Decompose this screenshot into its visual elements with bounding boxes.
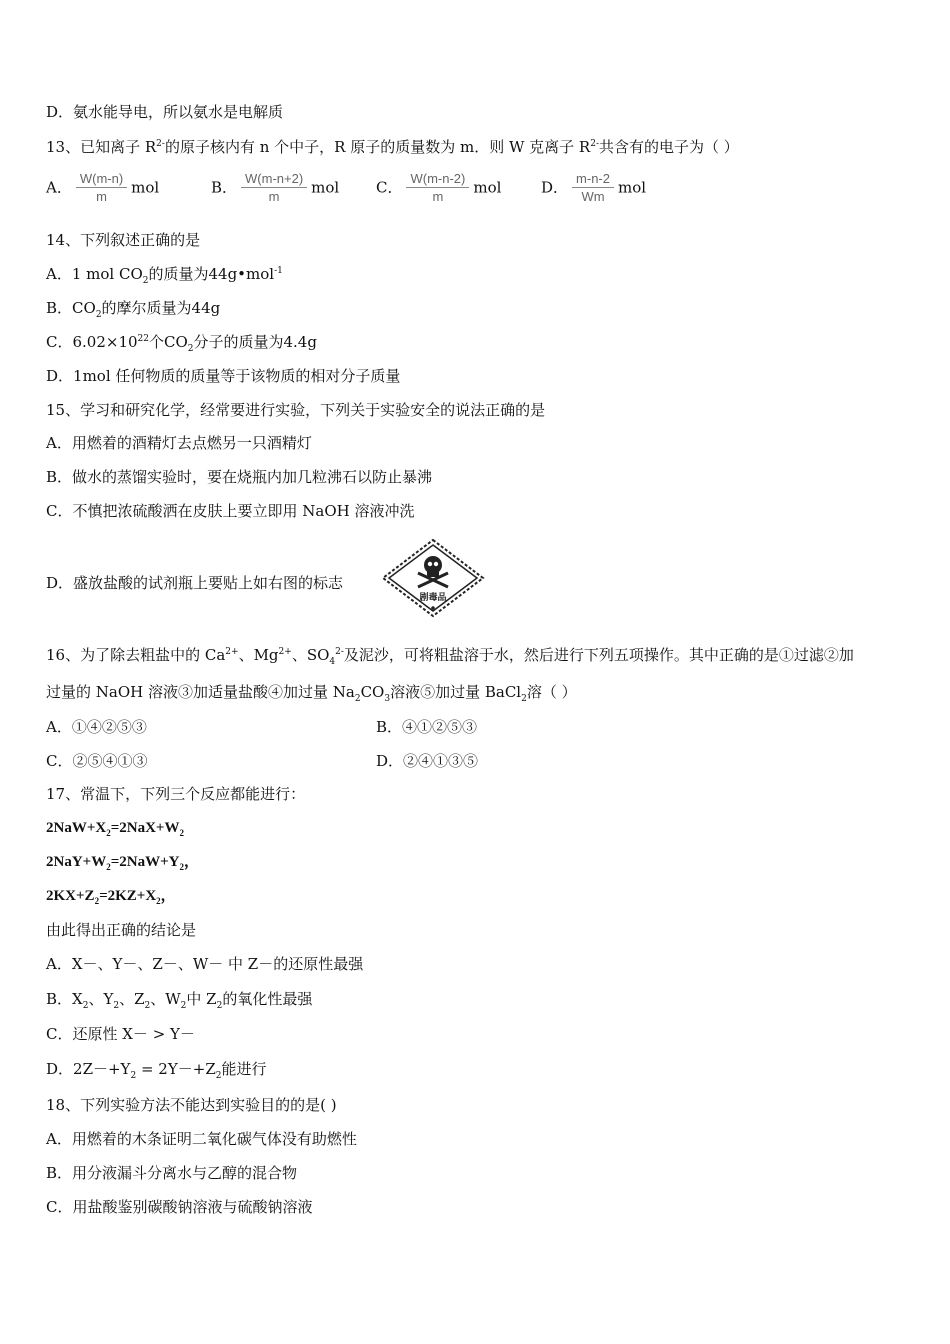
q15-stem: 15、学习和研究化学，经常要进行实验，下列关于实验安全的说法正确的是 bbox=[46, 401, 546, 419]
q16-stem-line1: 16、为了除去粗盐中的 $Ca^{2+}$、$Mg^{2+}$、$SO_4^{2-}$及泥沙，可将粗盐溶于水，然后进行下列五项操作。其中正确的是①过滤②加 bbox=[46, 646, 854, 667]
q14-option-d: D．1mol 任何物质的质量等于该物质的相对分子质量 bbox=[46, 367, 401, 385]
q13-stem: 13、已知离子 $R^{2-}$的原子核内有 n 个中子，R 原子的质量数为 m．则 W 克离子 $R^{2-}$共含有的电子为（ ） bbox=[46, 138, 739, 156]
q13-option-d: D． $\frac{m-n-2}{Wm}$ mol bbox=[541, 171, 647, 204]
q17-reaction-3: $2KX+Z_2=2KZ+X_2$， bbox=[46, 888, 176, 906]
q15-option-a: A．用燃着的酒精灯去点燃另一只酒精灯 bbox=[46, 434, 312, 452]
q15-option-b: B．做水的蒸馏实验时，要在烧瓶内加几粒沸石以防止暴沸 bbox=[46, 468, 433, 486]
q14-option-c: C．$6.02\times 10^{22}$个$CO_2$分子的质量为4.4g bbox=[46, 333, 317, 354]
q16-option-c: C．②⑤④①③ bbox=[46, 752, 148, 770]
q17-reaction-1: $2NaW+X_2=2NaX+W_2$ bbox=[46, 820, 184, 838]
q13-option-b: B． $\frac{W(m-n+2)}{m}$ mol bbox=[211, 171, 340, 204]
q17-option-c: C．还原性 X－ > Y－ bbox=[46, 1025, 195, 1043]
q17-stem: 17、常温下，下列三个反应都能进行： bbox=[46, 785, 306, 803]
q16-option-b: B．④①②⑤③ bbox=[376, 718, 478, 736]
q18-option-a: A．用燃着的木条证明二氧化碳气体没有助燃性 bbox=[46, 1130, 357, 1148]
q18-stem: 18、下列实验方法不能达到实验目的的是( ) bbox=[46, 1096, 337, 1114]
q13-option-a: A． $\frac{W(m-n)}{m}$ mol bbox=[46, 171, 160, 204]
q14-option-b: B．$CO_2$的摩尔质量为44g bbox=[46, 299, 221, 320]
q15-option-c: C．不慎把浓硫酸洒在皮肤上要立即用 NaOH 溶液冲洗 bbox=[46, 502, 415, 520]
q14-stem: 14、下列叙述正确的是 bbox=[46, 231, 201, 249]
q16-stem-line2: 过量的 NaOH 溶液③加适量盐酸④加过量 $Na_2CO_3$溶液⑤加过量 BaCl$_2$溶（ ） bbox=[46, 683, 577, 704]
q16-option-a: A．①④②⑤③ bbox=[46, 718, 147, 736]
q17-option-a: A．X－、Y－、Z－、W－ 中 Z－的还原性最强 bbox=[46, 955, 364, 973]
q17-reaction-2: $2NaY+W_2=2NaW+Y_2$， bbox=[46, 854, 199, 872]
symbol-label: 剧毒品 bbox=[419, 593, 447, 603]
q17-option-b: B．$X_2$、$Y_2$、$Z_2$、$W_2$中 $Z_2$的氧化性最强 bbox=[46, 990, 313, 1011]
q18-option-b: B．用分液漏斗分离水与乙醇的混合物 bbox=[46, 1164, 298, 1182]
q17-conclusion-prompt: 由此得出正确的结论是 bbox=[46, 921, 197, 939]
toxic-hazard-symbol-icon bbox=[380, 537, 486, 619]
q18-option-c: C．用盐酸鉴别碳酸钠溶液与硫酸钠溶液 bbox=[46, 1198, 313, 1216]
q12-option-d: D．氨水能导电，所以氨水是电解质 bbox=[46, 103, 284, 121]
q16-option-d: D．②④①③⑤ bbox=[376, 752, 479, 770]
q17-option-d: D．$2Z-+Y_2 = 2Y-+Z_2$能进行 bbox=[46, 1060, 267, 1081]
q13-option-c: C． $\frac{W(m-n-2)}{m}$ mol bbox=[376, 171, 502, 204]
q14-option-a: A．1 mol $CO_2$的质量为44g•mol$^{-1}$ bbox=[46, 265, 283, 286]
q15-option-d: D．盛放盐酸的试剂瓶上要贴上如右图的标志 bbox=[46, 574, 344, 592]
